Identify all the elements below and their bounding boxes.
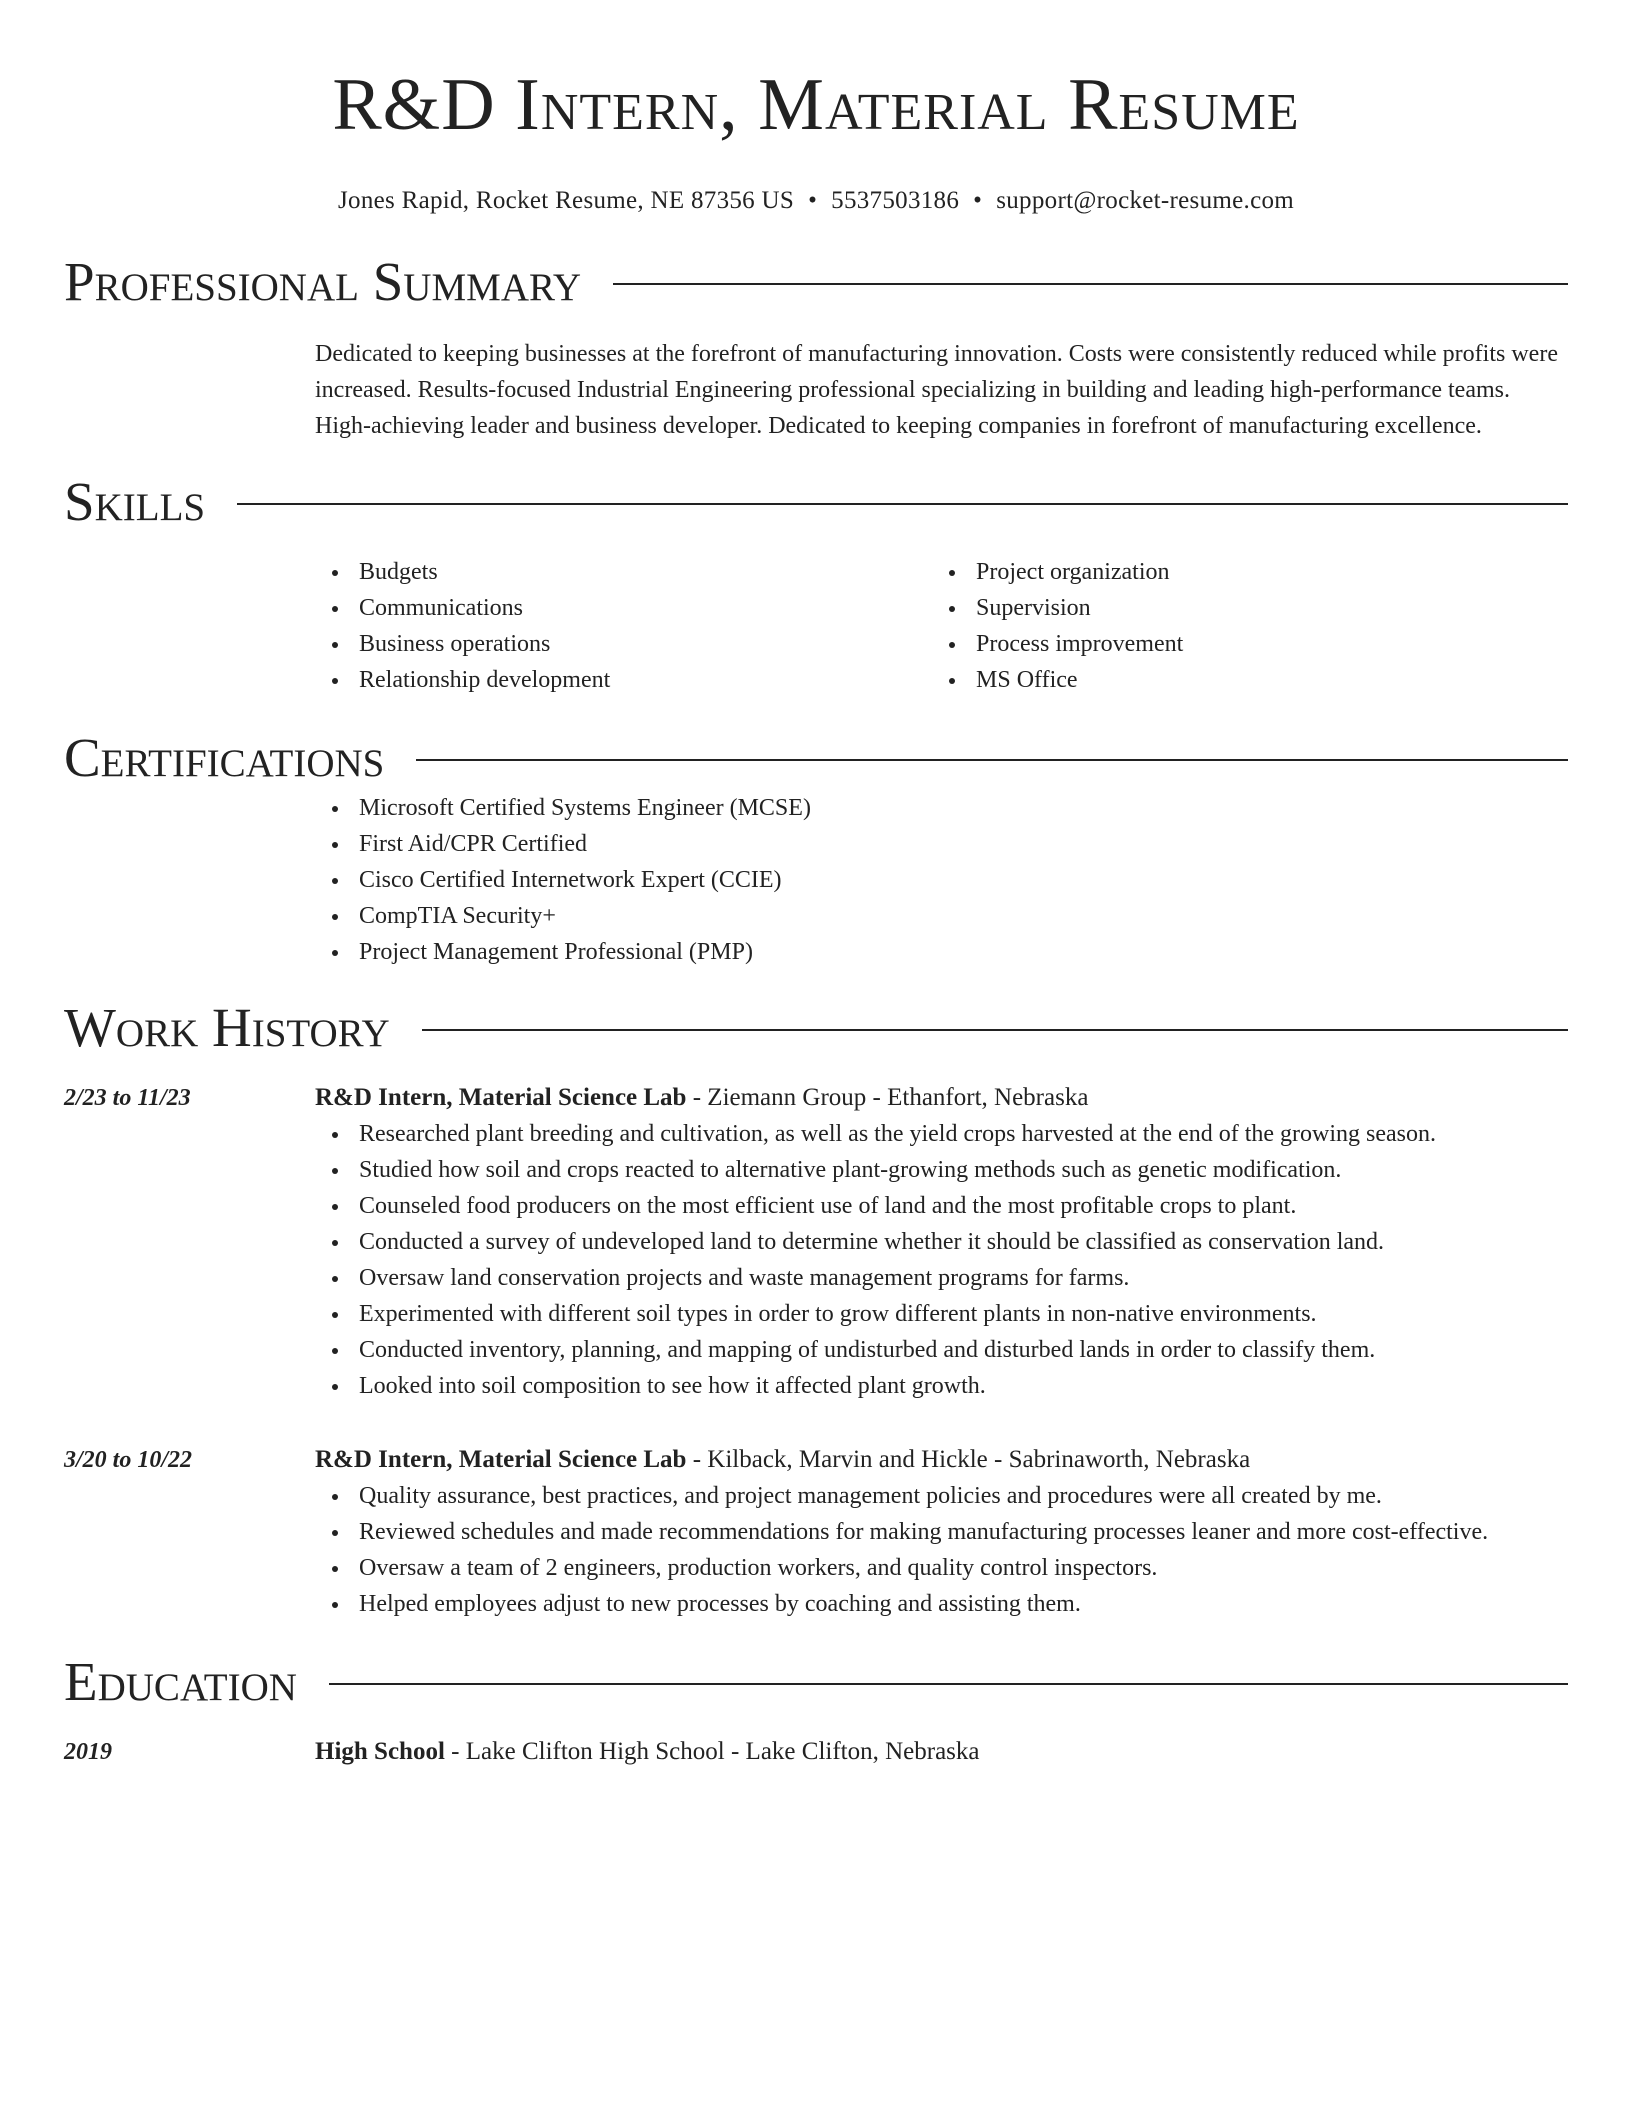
job-main [315,1442,1568,1622]
certifications-list [315,790,1568,970]
job-dates: 3/20 to 10/22 [64,1447,193,1473]
job-bullet: Researched plant breeding and cultivation, as well as the yield crops harvested at the end of the growing season. [359,1116,1568,1152]
job-title-line [315,1442,1568,1478]
skill-item: Project organization [976,554,1549,590]
job-bullet: Quality assurance, best practices, and project management policies and procedures were all created by me. [359,1478,1568,1514]
section-title-certifications: Certifications [64,727,385,788]
education-main [315,1734,1568,1770]
contact-address: Jones Rapid, Rocket Resume, NE 87356 US [337,187,795,214]
contact-email: support@rocket-resume.com [996,187,1295,214]
summary-text: Dedicated to keeping businesses at the forefront of manufacturing innovation. Costs were consistently reduced while profits were increased. Results-focused Industrial Engineering professional specializing in building and leading high-performance teams. High-achieving leader and business developer. Dedicated to keeping companies in forefront of manufacturing excellence. [315,341,1558,439]
summary-body [315,336,1568,444]
skill-item: Business operations [359,626,932,662]
contact-separator: • [808,187,818,214]
job-bullet: Counseled food producers on the most efficient use of land and the most profitable crops to plant. [359,1188,1568,1224]
contact-phone: 5537503186 [831,187,960,214]
section-title-skills: Skills [64,471,206,532]
job-responsibilities [315,1478,1568,1622]
section-divider [613,283,1568,285]
job-employer-location: - Ziemann Group - Ethanfort, Nebraska [686,1084,1089,1111]
skills-list-right [932,554,1549,698]
skill-item: Communications [359,590,932,626]
job-entry [64,1442,1568,1622]
skills-body [315,554,1568,698]
skill-item: Relationship development [359,662,932,698]
skill-item: Budgets [359,554,932,590]
job-bullet: Helped employees adjust to new processes by coaching and assisting them. [359,1586,1568,1622]
skills-grid [315,554,1568,698]
skill-item: Process improvement [976,626,1549,662]
contact-line [64,186,1568,216]
section-divider [416,759,1568,761]
education-section [64,1650,1568,1770]
job-bullet: Studied how soil and crops reacted to alternative plant-growing methods such as genetic modification. [359,1152,1568,1188]
skills-column-left [315,554,932,698]
job-bullet: Looked into soil composition to see how it affected plant growth. [359,1368,1568,1404]
job-dates: 2/23 to 11/23 [64,1085,191,1111]
job-title-line [315,1080,1568,1116]
contact-separator: • [973,187,983,214]
certification-item: Project Management Professional (PMP) [359,934,1568,970]
job-responsibilities [315,1116,1568,1404]
job-bullet: Oversaw a team of 2 engineers, production workers, and quality control inspectors. [359,1550,1568,1586]
job-bullet: Experimented with different soil types in order to grow different plants in non-native environments. [359,1296,1568,1332]
section-title-summary: Professional Summary [64,251,582,312]
education-degree: High School [315,1738,445,1765]
section-title-work-history: Work History [64,997,390,1058]
education-entry [64,1734,1568,1770]
section-divider [422,1029,1568,1031]
job-main [315,1080,1568,1404]
job-entry [64,1080,1568,1404]
work-history-header [64,996,1568,1060]
job-bullet: Oversaw land conservation projects and waste management programs for farms. [359,1260,1568,1296]
section-divider [237,503,1568,505]
skills-column-right [932,554,1549,698]
skills-list-left [315,554,932,698]
certification-item: CompTIA Security+ [359,898,1568,934]
job-bullet: Reviewed schedules and made recommendations for making manufacturing processes leaner and more cost-effective. [359,1514,1568,1550]
job-employer-location: - Kilback, Marvin and Hickle - Sabrinaworth, Nebraska [686,1446,1251,1473]
education-school-location: - Lake Clifton High School - Lake Clifton, Nebraska [444,1738,980,1765]
job-bullet: Conducted a survey of undeveloped land to determine whether it should be classified as conservation land. [359,1224,1568,1260]
certification-item: Cisco Certified Internetwork Expert (CCIE) [359,862,1568,898]
summary-section [64,250,1568,444]
education-dates: 2019 [64,1739,112,1765]
certification-item: Microsoft Certified Systems Engineer (MCSE) [359,790,1568,826]
skill-item: Supervision [976,590,1549,626]
skills-header [64,470,1568,534]
certification-item: First Aid/CPR Certified [359,826,1568,862]
certifications-section [64,726,1568,970]
section-divider [329,1683,1568,1685]
summary-header [64,250,1568,314]
resume-header [64,60,1568,216]
section-title-education: Education [64,1651,297,1712]
job-title: R&D Intern, Material Science Lab [315,1446,687,1473]
skill-item: MS Office [976,662,1549,698]
work-history-section [64,996,1568,1622]
certifications-header [64,726,1568,790]
job-title: R&D Intern, Material Science Lab [315,1084,687,1111]
education-line [315,1734,1568,1770]
skills-section [64,470,1568,698]
education-header [64,1650,1568,1714]
job-bullet: Conducted inventory, planning, and mapping of undisturbed and disturbed lands in order to classify them. [359,1332,1568,1368]
candidate-name: R&D Intern, Material Resume [332,64,1300,146]
certifications-body [315,790,1568,970]
